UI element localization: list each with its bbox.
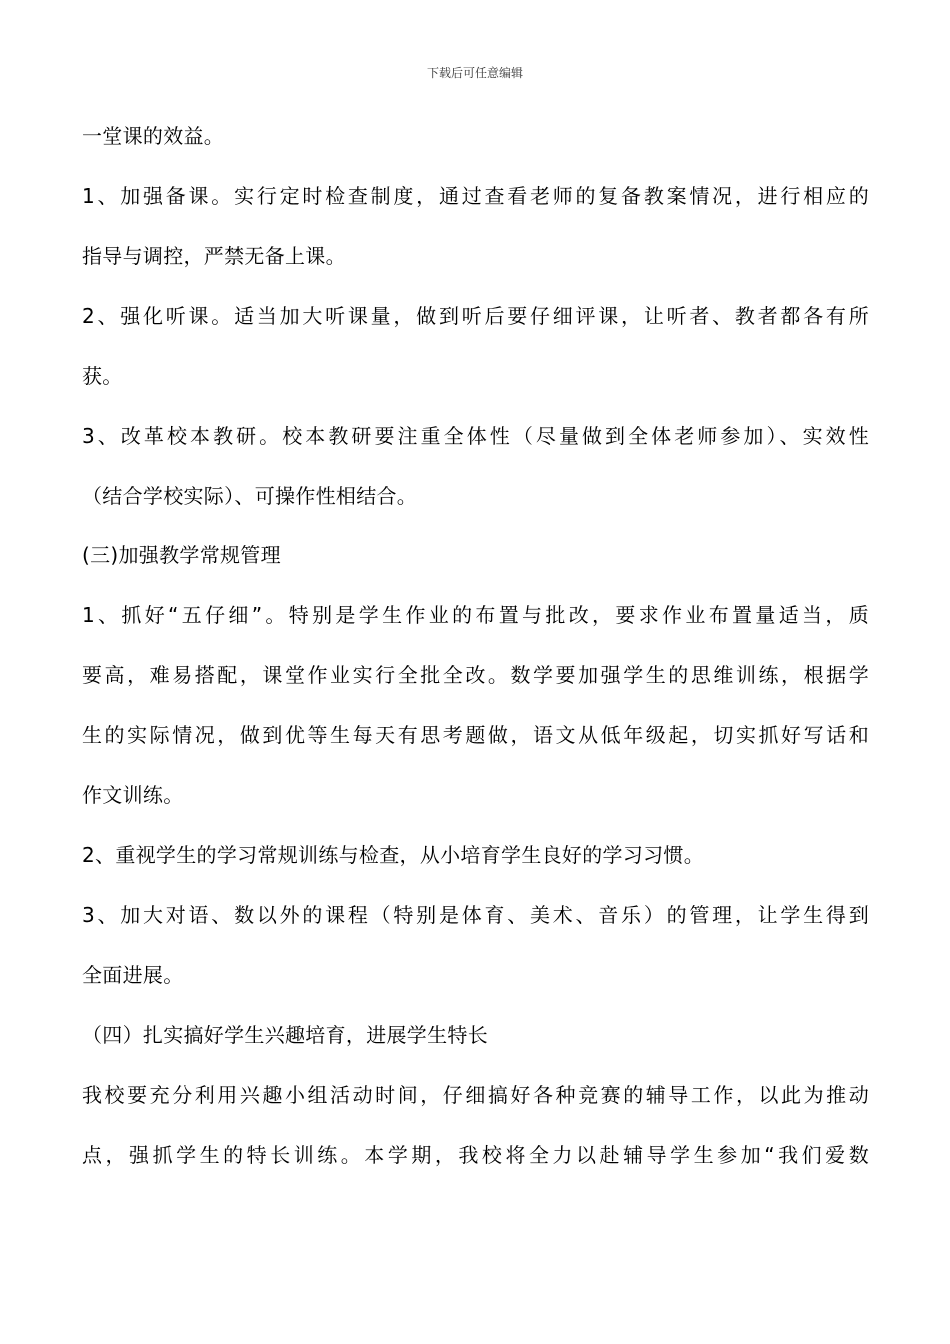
text-line: 点，强抓学生的特长训练。本学期，我校将全力以赴辅导学生参加“我们爱数 <box>82 1143 869 1167</box>
text-line: 3、改革校本教研。校本教研要注重全体性（尽量做到全体老师参加）、实效性 <box>82 424 869 448</box>
text-line: (三)加强教学常规管理 <box>82 543 281 567</box>
text-line: （四）扎实搞好学生兴趣培育，进展学生特长 <box>82 1023 488 1047</box>
text-line: （结合学校实际）、可操作性相结合。 <box>82 484 418 508</box>
text-line: 1、加强备课。实行定时检查制度，通过查看老师的复备教案情况，进行相应的 <box>82 184 869 208</box>
text-line: 3、加大对语、数以外的课程（特别是体育、美术、音乐）的管理，让学生得到 <box>82 903 869 927</box>
text-line: 要高，难易搭配，课堂作业实行全批全改。数学要加强学生的思维训练，根据学 <box>82 663 869 687</box>
text-line: 作文训练。 <box>82 783 184 807</box>
text-line: 2、重视学生的学习常规训练与检查，从小培育学生良好的学习习惯。 <box>82 843 705 867</box>
page-header: 下载后可任意编辑 <box>426 66 523 80</box>
text-line: 全面进展。 <box>82 963 184 987</box>
text-line: 一堂课的效益。 <box>82 124 225 148</box>
text-line: 2、强化听课。适当加大听课量，做到听后要仔细评课，让听者、教者都各有所 <box>82 304 869 328</box>
text-line: 我校要充分利用兴趣小组活动时间，仔细搞好各种竞赛的辅导工作，以此为推动 <box>82 1083 869 1107</box>
text-line: 1、抓好“五仔细”。特别是学生作业的布置与批改，要求作业布置量适当，质 <box>82 603 869 627</box>
text-line: 生的实际情况，做到优等生每天有思考题做，语文从低年级起，切实抓好写话和 <box>82 723 869 747</box>
text-line: 指导与调控，严禁无备上课。 <box>82 244 346 268</box>
text-line: 获。 <box>82 364 123 388</box>
